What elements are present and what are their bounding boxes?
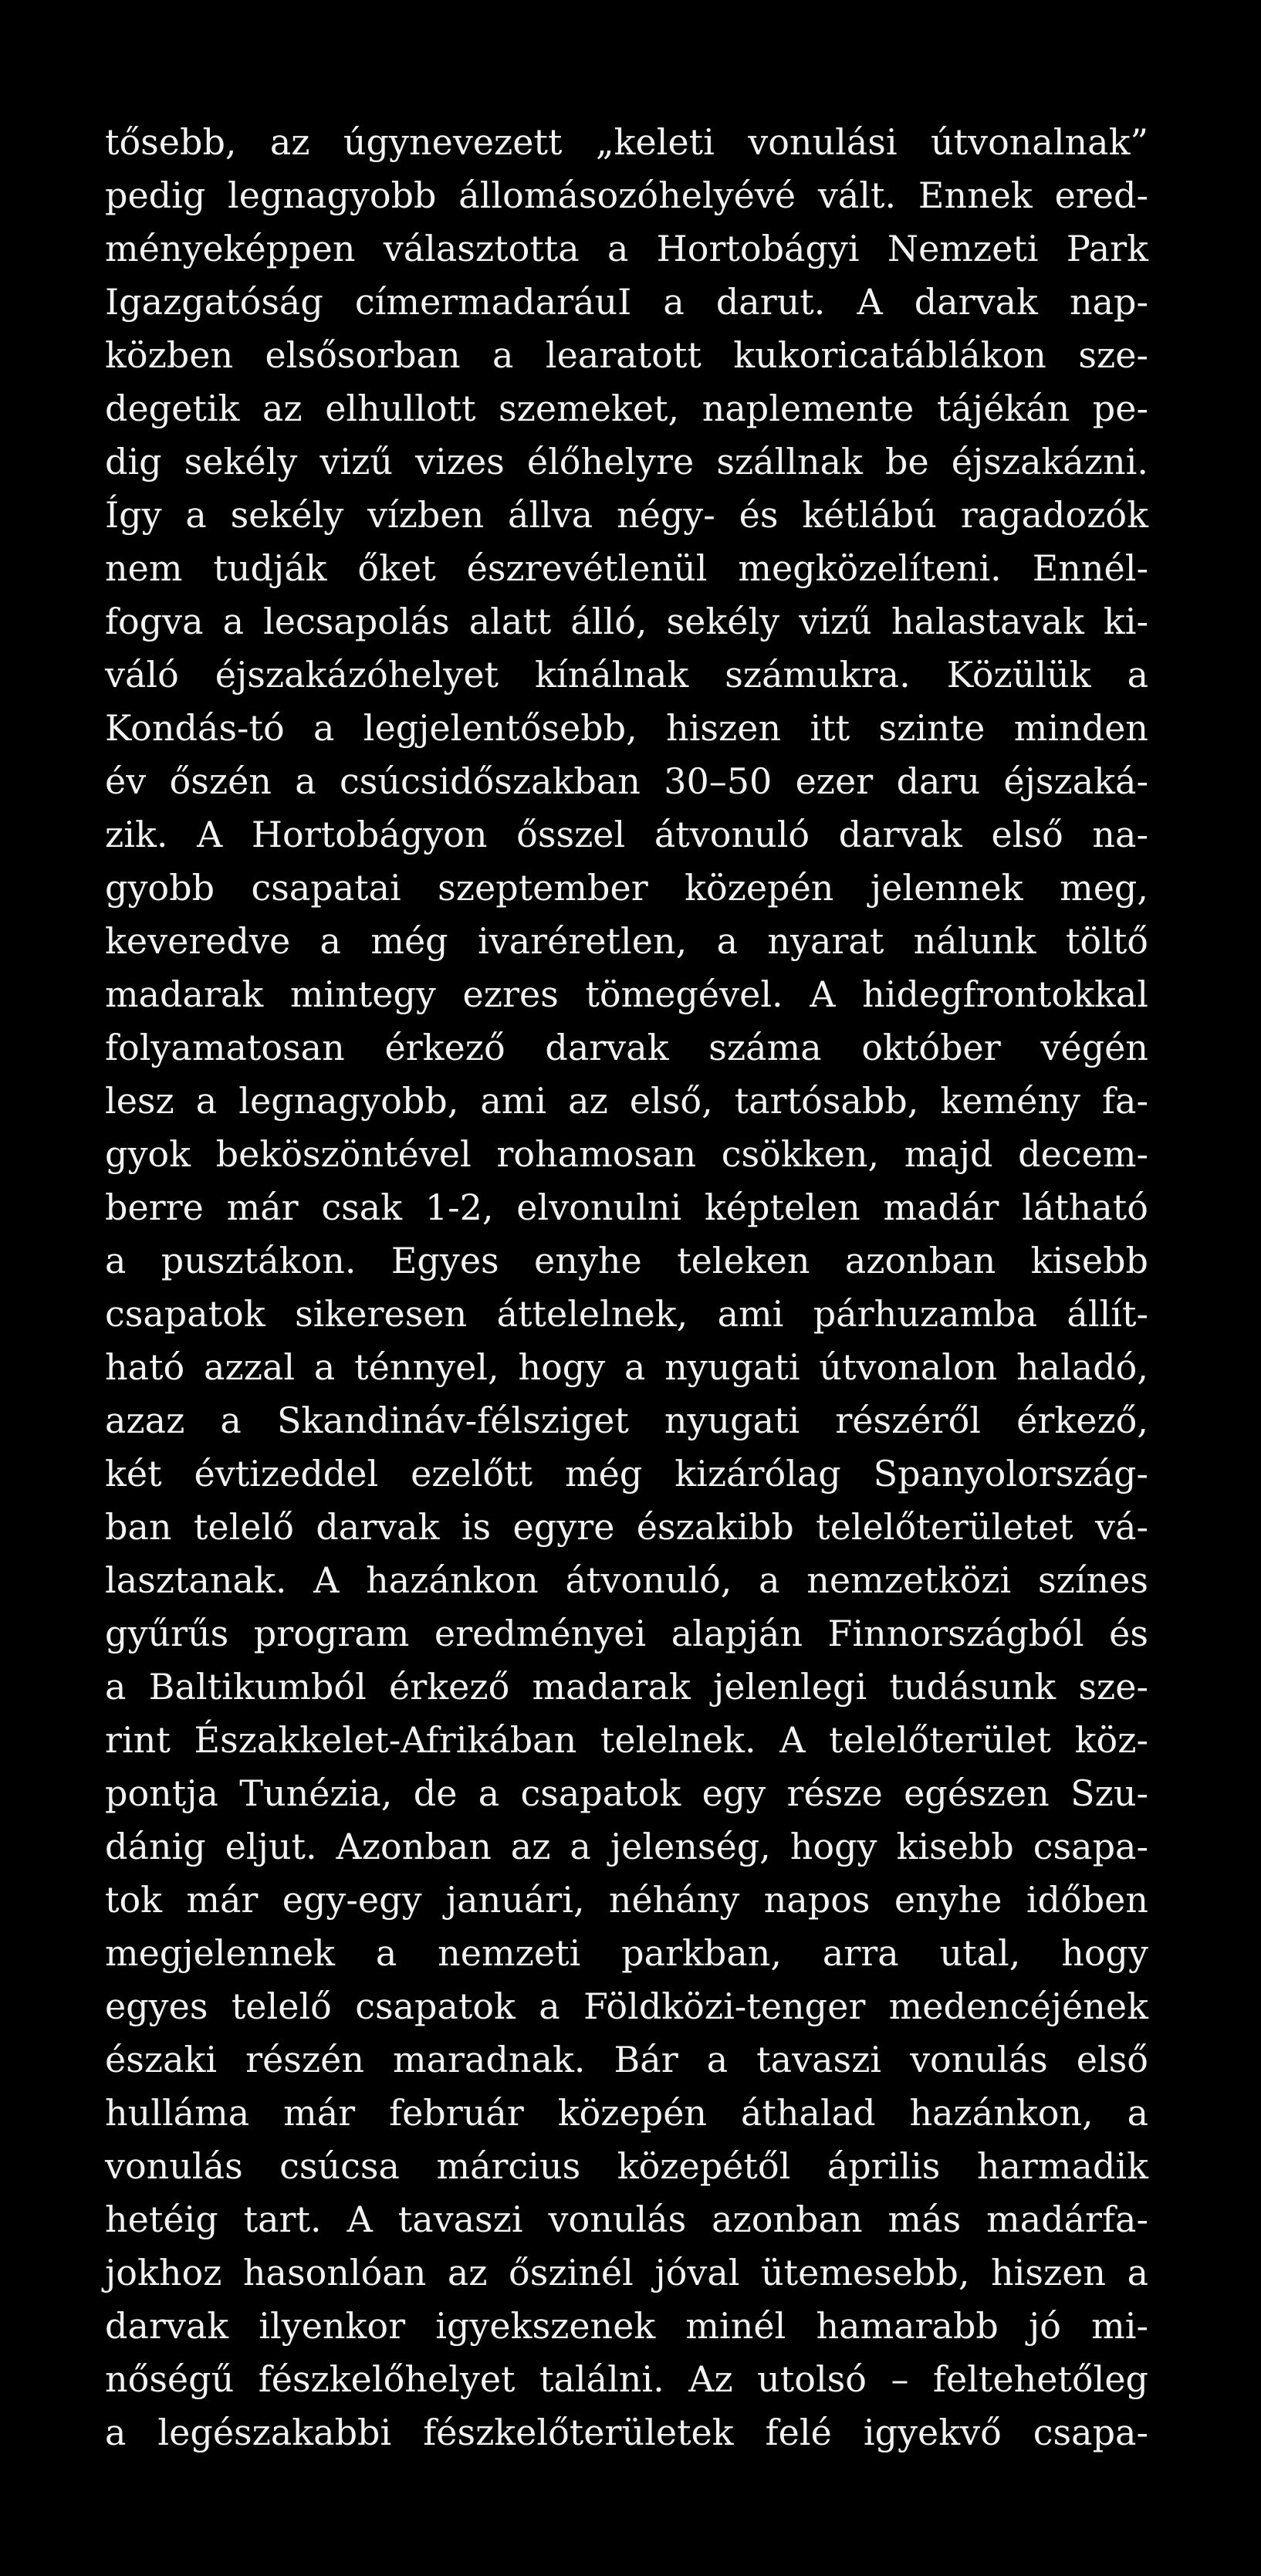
text-line: váló éjszakázóhelyet kínálnak számukra. Közülük a — [105, 654, 1148, 696]
text-line: gyok beköszöntével rohamosan csökken, majd decem- — [105, 1133, 1148, 1175]
text-line: Így a sekély vízben állva négy- és kétlábú ragadozók — [105, 494, 1148, 536]
text-line: hetéig tart. A tavaszi vonulás azonban más madárfa- — [105, 2199, 1148, 2240]
text-line: a Baltikumból érkező madarak jelenlegi tudásunk sze- — [105, 1666, 1148, 1708]
text-line: lesz a legnagyobb, ami az első, tartósabb, kemény fa- — [105, 1080, 1148, 1122]
text-line: zik. A Hortobágyon ősszel átvonuló darvak első na- — [105, 814, 1148, 855]
text-line: nem tudják őket észrevétlenül megközelíteni. Ennél- — [105, 547, 1148, 589]
text-line: hulláma már február közepén áthalad hazánkon, a — [105, 2092, 1148, 2134]
text-line: vonulás csúcsa március közepétől április harmadik — [105, 2145, 1148, 2187]
text-line: dig sekély vizű vizes élőhelyre szállnak be éjszakázni. — [105, 441, 1148, 482]
text-line: Igazgatóság címermadaráuI a darut. A darvak nap- — [105, 281, 1148, 323]
text-line: egyes telelő csapatok a Földközi-tenger medencéjének — [105, 1985, 1148, 2027]
text-line: csapatok sikeresen áttelelnek, ami párhuzamba állít- — [105, 1293, 1148, 1335]
text-line: ban telelő darvak is egyre északibb telelőterületet vá- — [105, 1506, 1148, 1548]
text-line: folyamatosan érkező darvak száma október végén — [105, 1027, 1148, 1068]
text-column — [105, 116, 1148, 2459]
text-line: jokhoz hasonlóan az őszinél jóval ütemesebb, hiszen a — [105, 2252, 1148, 2293]
text-line: két évtizeddel ezelőtt még kizárólag Spanyolország- — [105, 1453, 1148, 1494]
text-line: fogva a lecsapolás alatt álló, sekély vizű halastavak ki- — [105, 601, 1148, 642]
text-line: lasztanak. A hazánkon átvonuló, a nemzetközi színes — [105, 1559, 1148, 1601]
text-line: tok már egy-egy januári, néhány napos enyhe időben — [105, 1879, 1148, 1921]
text-line: dánig eljut. Azonban az a jelenség, hogy kisebb csapa- — [105, 1826, 1148, 1867]
text-line: ható azzal a ténnyel, hogy a nyugati útvonalon haladó, — [105, 1346, 1148, 1388]
text-line: rint Északkelet-Afrikában telelnek. A telelőterület köz- — [105, 1719, 1148, 1761]
text-line: keveredve a még ivaréretlen, a nyarat nálunk töltő — [105, 920, 1148, 962]
text-line: év őszén a csúcsidőszakban 30–50 ezer daru éjszaká- — [105, 760, 1148, 802]
text-line: degetik az elhullott szemeket, naplemente tájékán pe- — [105, 388, 1148, 429]
text-line: azaz a Skandináv-félsziget nyugati részéről érkező, — [105, 1400, 1148, 1441]
text-line: gyűrűs program eredményei alapján Finnországból és — [105, 1613, 1148, 1654]
text-line: megjelennek a nemzeti parkban, arra utal, hogy — [105, 1932, 1148, 1974]
text-line: pontja Tunézia, de a csapatok egy része egészen Szu- — [105, 1772, 1148, 1814]
text-line: közben elsősorban a learatott kukoricatáblákon sze- — [105, 334, 1148, 376]
text-line: a pusztákon. Egyes enyhe teleken azonban kisebb — [105, 1240, 1148, 1281]
text-line: ményeképpen választotta a Hortobágyi Nemzeti Park — [105, 228, 1148, 269]
text-line: gyobb csapatai szeptember közepén jelennek meg, — [105, 867, 1148, 909]
text-line: a legészakabbi fészkelőterületek felé igyekvő csapa- — [105, 2412, 1148, 2453]
text-line: darvak ilyenkor igyekszenek minél hamarabb jó mi- — [105, 2305, 1148, 2347]
text-line: tősebb, az úgynevezett „keleti vonulási útvonalnak” — [105, 121, 1148, 163]
text-line: nőségű fészkelőhelyet találni. Az utolsó – feltehetőleg — [105, 2358, 1148, 2400]
text-line: berre már csak 1-2, elvonulni képtelen madár látható — [105, 1186, 1148, 1228]
text-line: Kondás-tó a legjelentősebb, hiszen itt szinte minden — [105, 707, 1148, 749]
text-line: északi részén maradnak. Bár a tavaszi vonulás első — [105, 2039, 1148, 2080]
text-line: madarak mintegy ezres tömegével. A hidegfrontokkal — [105, 973, 1148, 1015]
text-line: pedig legnagyobb állomásozóhelyévé vált. Ennek ered- — [105, 174, 1148, 216]
